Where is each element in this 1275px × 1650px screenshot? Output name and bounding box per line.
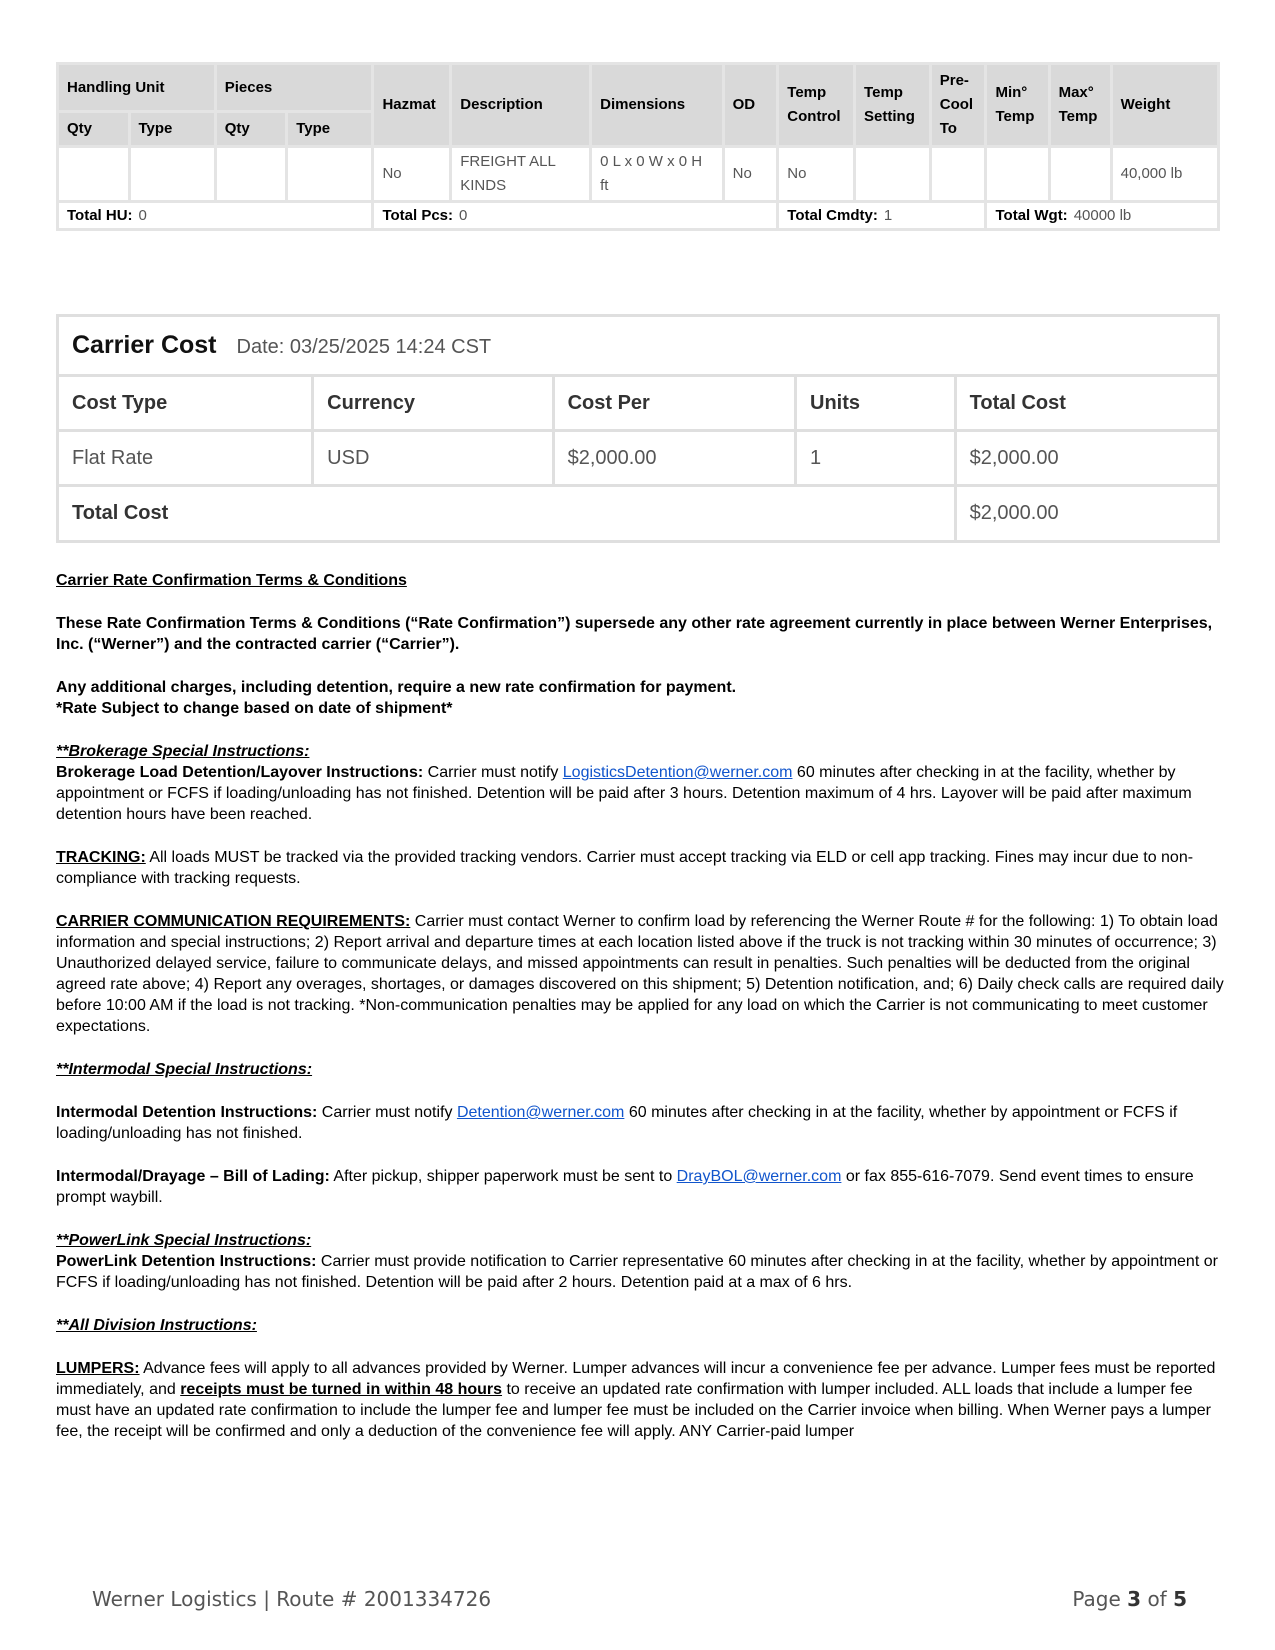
footer-route: Werner Logistics | Route # 2001334726 bbox=[92, 1587, 492, 1611]
cost-type-cell: Flat Rate bbox=[58, 431, 313, 486]
total-hu-value: 0 bbox=[138, 206, 147, 224]
carrier-cost-header-row bbox=[58, 376, 1219, 431]
cost-per-cell: $2,000.00 bbox=[553, 431, 795, 486]
currency-cell: USD bbox=[313, 431, 553, 486]
drayage-instructions bbox=[56, 1166, 1224, 1208]
total-cmdty bbox=[778, 202, 986, 230]
dimensions-header: Dimensions bbox=[591, 64, 724, 147]
intermodal-post: 60 minutes after checking in at the facility, whether by appointment or FCFS if loading/unloading has not finished. bbox=[56, 1104, 1178, 1142]
intermodal-heading: **Intermodal Special Instructions: bbox=[56, 1061, 313, 1078]
lumpers-receipts-bold: receipts must be turned in within 48 hours bbox=[180, 1381, 503, 1398]
intermodal-label: Intermodal Detention Instructions: bbox=[56, 1104, 318, 1121]
brokerage-instructions bbox=[56, 762, 1224, 825]
total-pcs bbox=[373, 202, 778, 230]
brokerage-label: Brokerage Load Detention/Layover Instructions: bbox=[56, 764, 424, 781]
intermodal-pre: Carrier must notify bbox=[317, 1104, 457, 1121]
max-temp-cell bbox=[1049, 147, 1111, 202]
total-wgt-value: 40000 lb bbox=[1073, 206, 1132, 224]
drayage-label: Intermodal/Drayage – Bill of Lading: bbox=[56, 1168, 330, 1185]
powerlink-label: PowerLink Detention Instructions: bbox=[56, 1253, 317, 1270]
powerlink-instructions bbox=[56, 1251, 1224, 1293]
tracking-text: All loads MUST be tracked via the provided tracking vendors. Carrier must accept tracking via ELD or cell app tracking. Fines may incur due to non-compliance with tracking requests. bbox=[56, 849, 1194, 887]
freight-table bbox=[56, 62, 1220, 231]
description-header: Description bbox=[451, 64, 591, 147]
hazmat-header: Hazmat bbox=[373, 64, 451, 147]
carrier-cost-date: Date: 03/25/2025 14:24 CST bbox=[236, 336, 492, 358]
page-word: Page bbox=[1072, 1587, 1121, 1611]
communication-paragraph bbox=[56, 911, 1224, 1037]
logistics-detention-email-link[interactable]: LogisticsDetention@werner.com bbox=[562, 764, 793, 781]
terms-supersede: These Rate Confirmation Terms & Conditions (“Rate Confirmation”) supersede any other rate agreement currently in place between Werner Enterprises, Inc. (“Werner”) and the contracted carrier (“Carrier”). bbox=[56, 615, 1213, 653]
total-pcs-value: 0 bbox=[459, 206, 468, 224]
total-hu-label: Total HU: bbox=[67, 206, 133, 224]
pcs-type-header: Type bbox=[287, 112, 373, 147]
carrier-cost-table bbox=[56, 314, 1220, 543]
pieces-header: Pieces bbox=[215, 64, 373, 112]
intermodal-instructions bbox=[56, 1102, 1224, 1144]
temp-control-header: Temp Control bbox=[778, 64, 855, 147]
pre-cool-to-header: Pre-Cool To bbox=[930, 64, 986, 147]
od-cell: No bbox=[723, 147, 778, 202]
brokerage-post: 60 minutes after checking in at the facility, whether by appointment or FCFS if loading/unloading has not finished. Detention will be paid after 3 hours. Detention maximum of 4 hrs. Layover will be paid after maximum detention hours have been reached. bbox=[56, 764, 1192, 823]
lumpers-post: to receive an updated rate confirmation with lumper included. ALL loads that include a lumper fee must have an updated rate confirmation to include the lumper fee and lumper fee must be included on the Carrier invoice when billing. When Werner pays a lumper fee, the receipt will be confirmed and only a deduction of the convenience fee will apply. ANY Carrier-paid lumper bbox=[56, 1381, 1211, 1440]
communication-text: Carrier must contact Werner to confirm load by referencing the Werner Route # for the following: 1) To obtain load information and special instructions; 2) Report arrival and departure times at each location listed above if the truck is not tracking within 30 minutes of occurrence; 3) Unauthorized delayed service, failure to communicate delays, and missed appointments can result in penalties. Such penalties will be deducted from the original agreed rate above; 4) Report any overages, shortages, or damages discovered on this shipment; 5) Detention notification, and; 6) Daily check calls are required daily before 10:00 AM if the load is not tracking. *Non-communication penalties may be applied for any load on which the Carrier is not communicating to meet customer expectations. bbox=[56, 913, 1224, 1035]
cost-type-header: Cost Type bbox=[58, 376, 313, 431]
total-cost-cell: $2,000.00 bbox=[955, 431, 1218, 486]
lumpers-pre: Advance fees will apply to all advances provided by Werner. Lumper advances will incur a convenience fee per advance. Lumper fees must be reported immediately, and bbox=[56, 1360, 1216, 1398]
handling-unit-header: Handling Unit bbox=[58, 64, 216, 112]
carrier-cost-total-row bbox=[58, 486, 1219, 542]
freight-header-row bbox=[58, 64, 1219, 112]
temp-setting-cell bbox=[855, 147, 931, 202]
current-page: 3 bbox=[1127, 1587, 1142, 1611]
brokerage-heading: **Brokerage Special Instructions: bbox=[56, 743, 310, 760]
brokerage-pre: Carrier must notify bbox=[423, 764, 563, 781]
weight-cell: 40,000 lb bbox=[1111, 147, 1218, 202]
of-word: of bbox=[1147, 1587, 1167, 1611]
pre-cool-to-cell bbox=[930, 147, 986, 202]
units-header: Units bbox=[796, 376, 956, 431]
carrier-cost-title: Carrier Cost bbox=[72, 331, 217, 359]
freight-totals-row bbox=[58, 202, 1219, 230]
communication-label: CARRIER COMMUNICATION REQUIREMENTS: bbox=[56, 913, 411, 930]
temp-control-cell: No bbox=[778, 147, 855, 202]
table-row bbox=[58, 431, 1219, 486]
draybol-email-link[interactable]: DrayBOL@werner.com bbox=[676, 1168, 842, 1185]
max-temp-header: Max° Temp bbox=[1049, 64, 1111, 147]
total-wgt-label: Total Wgt: bbox=[995, 206, 1068, 224]
lumpers-paragraph bbox=[56, 1358, 1224, 1442]
hu-qty-cell bbox=[58, 147, 130, 202]
detention-email-link[interactable]: Detention@werner.com bbox=[456, 1104, 625, 1121]
hu-type-cell bbox=[129, 147, 215, 202]
total-cost-label: Total Cost bbox=[58, 486, 956, 542]
currency-header: Currency bbox=[313, 376, 553, 431]
tracking-label: TRACKING: bbox=[56, 849, 146, 866]
total-cost-header: Total Cost bbox=[955, 376, 1218, 431]
min-temp-cell bbox=[986, 147, 1049, 202]
powerlink-heading: **PowerLink Special Instructions: bbox=[56, 1232, 312, 1249]
cost-per-header: Cost Per bbox=[553, 376, 795, 431]
terms-section bbox=[56, 570, 1224, 1442]
pcs-type-cell bbox=[287, 147, 373, 202]
pcs-qty-header: Qty bbox=[215, 112, 287, 147]
freight-data-row bbox=[58, 147, 1219, 202]
total-cmdty-label: Total Cmdty: bbox=[787, 206, 878, 224]
drayage-pre: After pickup, shipper paperwork must be sent to bbox=[329, 1168, 677, 1185]
min-temp-header: Min° Temp bbox=[986, 64, 1049, 147]
total-cmdty-value: 1 bbox=[883, 206, 893, 224]
dimensions-cell: 0 L x 0 W x 0 H ft bbox=[591, 147, 724, 202]
tracking-paragraph bbox=[56, 847, 1224, 889]
all-division-heading: **All Division Instructions: bbox=[56, 1317, 257, 1334]
total-hu bbox=[58, 202, 373, 230]
lumpers-label: LUMPERS: bbox=[56, 1360, 140, 1377]
description-cell: FREIGHT ALL KINDS bbox=[451, 147, 591, 202]
terms-heading: Carrier Rate Confirmation Terms & Conditions bbox=[56, 572, 407, 589]
pcs-qty-cell bbox=[215, 147, 287, 202]
total-pages: 5 bbox=[1173, 1587, 1187, 1611]
hu-type-header: Type bbox=[129, 112, 215, 147]
carrier-cost-title-cell bbox=[58, 316, 1219, 376]
powerlink-text: Carrier must provide notification to Carrier representative 60 minutes after checking in at the facility, whether by appointment or FCFS if loading/unloading has not finished. Detention will be paid after 2 hours. Detention paid at a max of 6 hrs. bbox=[56, 1253, 1218, 1291]
total-pcs-label: Total Pcs: bbox=[382, 206, 454, 224]
terms-additional-charges: Any additional charges, including detention, require a new rate confirmation for payment. bbox=[56, 679, 737, 696]
drayage-post: or fax 855-616-7079. Send event times to ensure prompt waybill. bbox=[56, 1168, 1194, 1206]
od-header: OD bbox=[723, 64, 778, 147]
hu-qty-header: Qty bbox=[58, 112, 130, 147]
hazmat-cell: No bbox=[373, 147, 451, 202]
carrier-cost-title-row bbox=[58, 316, 1219, 376]
weight-header: Weight bbox=[1111, 64, 1218, 147]
footer-page-number bbox=[1072, 1587, 1187, 1611]
total-cost-value: $2,000.00 bbox=[955, 486, 1218, 542]
temp-setting-header: Temp Setting bbox=[855, 64, 931, 147]
terms-rate-subject: *Rate Subject to change based on date of shipment* bbox=[56, 700, 453, 717]
units-cell: 1 bbox=[796, 431, 956, 486]
total-wgt bbox=[986, 202, 1219, 230]
